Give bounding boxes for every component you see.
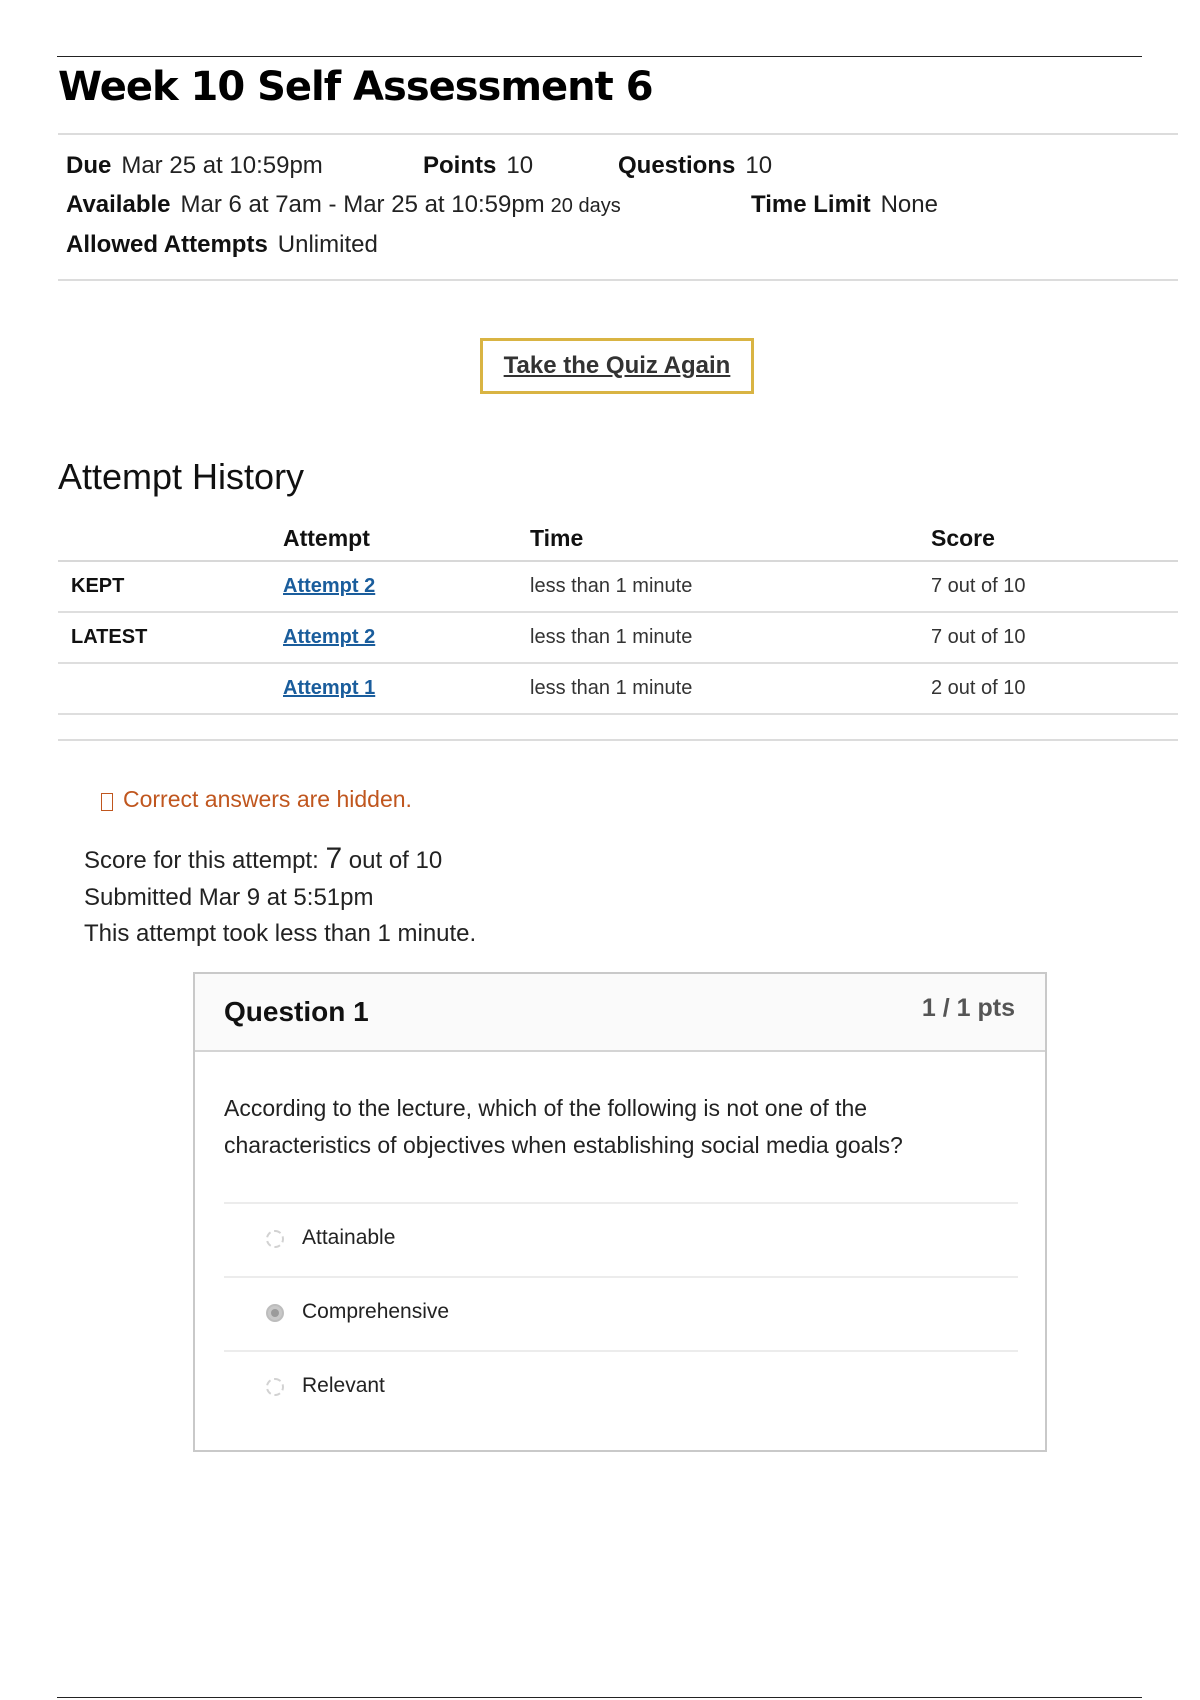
time-cell: less than 1 minute: [530, 561, 931, 612]
radio-button-selected[interactable]: [266, 1304, 284, 1322]
answer-label: Relevant: [302, 1374, 385, 1397]
top-rule: [57, 56, 1142, 57]
time-limit-label: Time Limit: [751, 191, 871, 218]
attempt-link[interactable]: Attempt 2: [283, 575, 376, 597]
allowed-attempts-label: Allowed Attempts: [66, 231, 268, 258]
column-header-score: Score: [931, 516, 1178, 561]
question-title: Question 1: [224, 996, 369, 1027]
answer-list: [224, 1202, 1018, 1424]
divider: [58, 279, 1178, 281]
time-cell: less than 1 minute: [530, 612, 931, 663]
available-value: Mar 6 at 7am - Mar 25 at 10:59pm: [180, 191, 545, 218]
hidden-answers-notice: [101, 786, 412, 813]
time-cell: less than 1 minute: [530, 663, 931, 714]
notice-text: Correct answers are hidden.: [123, 786, 412, 812]
attempt-link[interactable]: Attempt 2: [283, 626, 376, 648]
answer-option[interactable]: [224, 1276, 1018, 1350]
question-card: [193, 972, 1047, 1452]
questions-field: [618, 152, 772, 180]
divider: [58, 133, 1178, 135]
warning-icon: [101, 793, 113, 811]
answer-option[interactable]: [224, 1350, 1018, 1424]
available-label: Available: [66, 191, 171, 218]
score-prefix: Score for this attempt:: [84, 847, 319, 874]
table-row: [58, 561, 1178, 612]
answer-label: Attainable: [302, 1226, 396, 1249]
question-points: 1 / 1 pts: [921, 994, 1015, 1022]
table-row: [58, 663, 1178, 714]
submitted-time: Submitted Mar 9 at 5:51pm: [84, 884, 374, 911]
questions-value: 10: [745, 152, 773, 179]
available-days: 20 days: [550, 195, 621, 217]
points-field: [423, 152, 533, 180]
questions-label: Questions: [618, 152, 736, 179]
table-row: [58, 612, 1178, 663]
score-suffix: out of 10: [348, 847, 443, 874]
radio-button[interactable]: [266, 1378, 284, 1396]
attempt-link[interactable]: Attempt 1: [283, 677, 376, 699]
allowed-attempts-field: [66, 231, 378, 259]
attempt-cell: [283, 561, 530, 612]
time-limit-field: [751, 191, 938, 219]
question-header: [195, 974, 1045, 1052]
attempt-duration: This attempt took less than 1 minute.: [84, 920, 477, 947]
divider: [58, 739, 1178, 741]
due-value: Mar 25 at 10:59pm: [121, 152, 323, 179]
attempt-history-title: Attempt History: [58, 456, 305, 497]
bottom-rule: [57, 1697, 1142, 1698]
attempt-cell: [283, 612, 530, 663]
table-header-row: [58, 516, 1178, 561]
row-status-label: LATEST: [58, 612, 283, 663]
radio-button[interactable]: [266, 1230, 284, 1248]
attempt-cell: [283, 663, 530, 714]
score-cell: 7 out of 10: [931, 561, 1178, 612]
allowed-attempts-value: Unlimited: [277, 231, 378, 258]
row-status-label: [58, 663, 283, 714]
score-cell: 7 out of 10: [931, 612, 1178, 663]
score-cell: 2 out of 10: [931, 663, 1178, 714]
due-field: [66, 152, 323, 180]
due-label: Due: [66, 152, 112, 179]
answer-option[interactable]: [224, 1202, 1018, 1276]
attempt-score: [84, 842, 442, 876]
attempt-history-table: [58, 516, 1178, 715]
answer-label: Comprehensive: [302, 1300, 450, 1323]
score-value: 7: [325, 842, 343, 875]
available-field: [66, 191, 621, 219]
page-title: Week 10 Self Assessment 6: [58, 64, 653, 110]
time-limit-value: None: [880, 191, 938, 218]
question-text: According to the lecture, which of the following is not one of the characteristics of objectives when establishing social media goals?: [224, 1095, 903, 1158]
take-quiz-again-button[interactable]: Take the Quiz Again: [480, 338, 754, 394]
column-header-attempt: Attempt: [283, 516, 530, 561]
column-header-time: Time: [530, 516, 931, 561]
column-header-label: [58, 516, 283, 561]
points-label: Points: [423, 152, 497, 179]
points-value: 10: [506, 152, 534, 179]
row-status-label: KEPT: [58, 561, 283, 612]
